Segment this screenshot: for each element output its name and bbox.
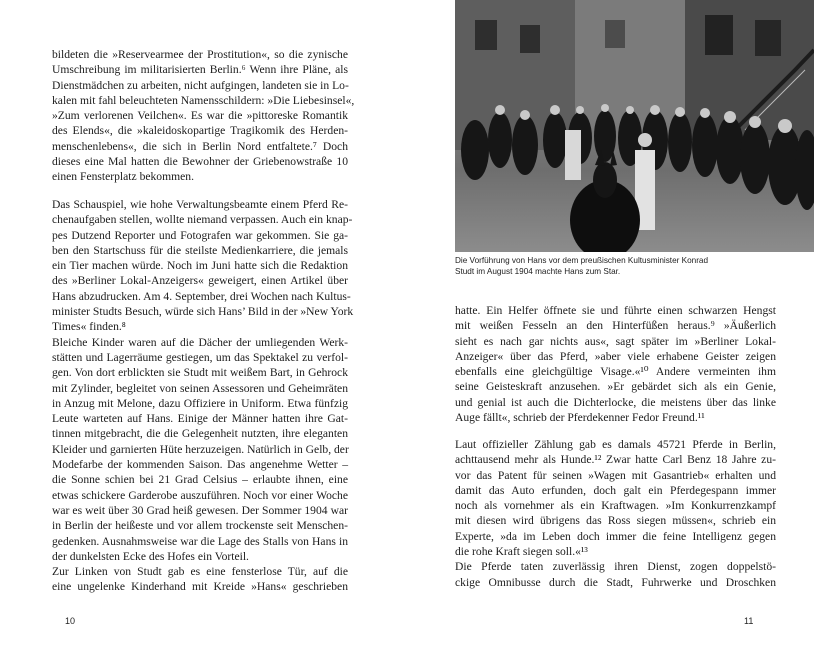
text-line: Die Pferde taten zuverlässig ihren Dienst, zogen doppelstö- <box>455 560 776 574</box>
text-line: sieht es nach gar nichts aus«, sagt später im »Berliner Lokal- <box>455 334 776 348</box>
text-line: Laut offizieller Zählung gab es damals 45721 Pferde in Berlin, <box>455 438 776 451</box>
text-line: Bleiche Kinder waren auf die Dächer der umliegenden Werk- <box>52 335 348 349</box>
text-line: Zur Linken von Studt gab es eine fensterlose Tür, auf die <box>52 565 348 579</box>
paragraph-block <box>455 437 776 590</box>
text-line: kalen mit fahl beleuchteten Namensschildern: »Die Liebesinsel«, <box>52 93 355 107</box>
text-line: achttausend mehr als Hunde.¹² Zwar hatte Carl Benz 18 Jahre zu- <box>455 453 776 467</box>
text-line: »Zum verlorenen Veilchen«. Es war die »pittoreske Romantik <box>52 109 348 123</box>
caption-line: Die Vorführung von Hans vor dem preußischen Kultusminister Konrad <box>455 256 709 265</box>
text-line: Hans abzudrucken. Am 4. September, drei Wochen nach Kultus- <box>52 289 351 303</box>
text-line: ebenfalls eine gleichgültige Visage.«¹⁰ Andere vermeinten ihm <box>455 365 776 379</box>
text-line: in Berlin der heißeste und vor allem trockenste seit Menschen- <box>52 519 348 533</box>
text-line: eine ungelenke Kinderhand mit Kreide »Hans« geschrieben <box>52 580 348 594</box>
text-line: ckige Omnibusse durch die Stadt, Fuhrwerke und Droschken <box>455 575 776 589</box>
text-line: minister Studts Besuch, würde sich Hans’ Bild in der »New York <box>52 305 354 319</box>
text-line: stätten und Lagerräume gestiegen, um das Spektakel zu verfol- <box>52 350 348 364</box>
text-line: Umschreibung im militarisierten Berlin.⁶ Wenn ihre Pläne, als <box>52 63 348 77</box>
text-line: gen. Von dort erblickten sie Studt mit weißem Bart, in Gehrock <box>52 366 348 380</box>
text-line: dieses eine Mal hatten die Bewohner der Griebenowstraße 10 <box>52 155 348 169</box>
text-line: Auge fällt«, schrieb der Pferdekenner Fedor Freund.¹¹ <box>455 411 705 425</box>
text-line: pes Dutzend Reporter und Fotografen war gekommen. Sie ga- <box>52 228 348 242</box>
text-line: gedenken. Ausnahmsweise war die Lage des Stalls von Hans in <box>52 534 348 548</box>
text-line: chenaufgaben stellen, wollte niemand verpassen. Auch ein knap- <box>52 213 353 227</box>
text-line: Das Schauspiel, wie hohe Verwaltungsbeamte einem Pferd Re- <box>52 198 348 211</box>
text-line: Anzeiger« über das Pferd, »aber viele erhabene Geister zeigen <box>455 349 776 363</box>
text-line: etwas schickere Garderobe auszuführen. Noch vor einer Woche <box>52 488 348 502</box>
text-line: hatte. Ein Helfer öffnete sie und führte einen schwarzen Hengst <box>455 304 776 317</box>
paragraph-block <box>455 303 776 425</box>
paragraph-block <box>52 197 354 595</box>
photo-caption <box>455 255 775 277</box>
text-line: damit das Auto erfunden, doch galt ein Pferdegespann immer <box>455 483 776 497</box>
text-line: bildeten die »Reservearmee der Prostitution«, so die zynische <box>52 48 348 61</box>
text-line: des »Berliner Lokal-Anzeigers« geweigert, einen Artikel über <box>52 274 348 288</box>
text-line: vor das Patent für seinen »Wagen mit Gasantrieb« erhalten und <box>455 468 776 482</box>
text-line: noch als vornehmer als ein Kraftwagen. »Im Konkurrenzkampf <box>455 499 776 513</box>
text-line: seine Geisteskraft anzusehen. »Er gebärdet sich als ein Genie, <box>455 380 776 394</box>
caption-line: Studt im August 1904 machte Hans zum Star. <box>455 267 621 276</box>
paragraph-block <box>52 47 355 185</box>
text-line: und genial ist auch die Dichterlocke, die meistens über das linke <box>455 395 776 409</box>
text-line: einen Fensterplatz bekommen. <box>52 170 194 184</box>
text-line: Kleider und garnierten Hüte herzuzeigen. Natürlich in Gelb, der <box>52 442 349 456</box>
text-line: in Anzug mit Melone, dazu Offiziere in Uniform. Etwa fünfzig <box>52 396 348 410</box>
text-line: ein Tier machen würde. Noch im Juni hatte sich die Redaktion <box>52 259 348 273</box>
text-line: Times« finden.⁸ <box>52 320 126 334</box>
text-line: der dunkelsten Ecke des Hofes ein Vorteil. <box>52 549 249 563</box>
page-number-left: 10 <box>65 616 76 626</box>
text-line: die rohe Kraft siegen soll.«¹³ <box>455 545 588 559</box>
text-line: tinnen mitgebracht, die die Gelegenheit nutzten, ihre eleganten <box>52 427 348 441</box>
text-line: die Sonne schien bei 21 Grad Celsius – erlaubte ihnen, eine <box>52 473 348 487</box>
right-page <box>407 0 814 648</box>
text-line: des Elends«, die »kaleidoskopartige Tragikomik des Herden- <box>52 124 348 138</box>
historical-photo <box>455 0 814 252</box>
page-number-right: 11 <box>744 616 754 626</box>
text-line: mit weißen Fesseln an den Hinterfüßen heraus.⁹ »Äußerlich <box>455 319 776 333</box>
text-line: mit Zylinder, begleitet von seinen Assessoren und Geheimräten <box>52 381 348 395</box>
text-line: war es weit über 30 Grad heiß gewesen. Der Sommer 1904 war <box>52 503 348 517</box>
text-line: Modefarbe der kommenden Saison. Das angenehme Wetter – <box>52 458 348 472</box>
text-line: menschenlebens«, die sich in Berlin Nord entfaltete.⁷ Doch <box>52 139 348 153</box>
text-line: Dienstmädchen zu arbeiten, nicht aufgingen, landeten sie in Lo- <box>52 78 349 92</box>
text-line: ben den Startschuss für die steilste Medienkarriere, die jemals <box>52 243 348 257</box>
text-line: Leute warteten auf Hans. Einige der Männer hatten ihre Gat- <box>52 412 348 426</box>
text-line: mit diesen wird übrigens das Ross siegen müssen«, schrieb ein <box>455 514 776 528</box>
text-line: Experte, »da im Leben doch immer die feine Intelligenz gegen <box>455 529 776 543</box>
